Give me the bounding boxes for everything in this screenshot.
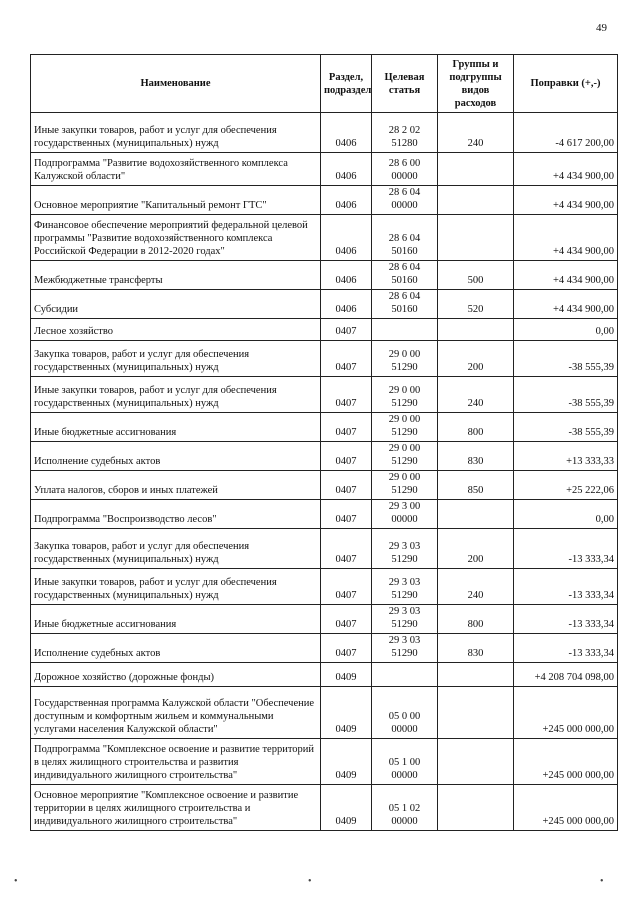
row-amount: +25 222,06 (514, 471, 618, 500)
table-row (31, 529, 618, 569)
row-group: 850 (438, 471, 514, 500)
row-target: 29 0 00 51290 (372, 341, 438, 377)
table-row (31, 290, 618, 319)
row-name: Субсидии (31, 290, 321, 319)
table-row (31, 500, 618, 529)
row-section: 0407 (321, 569, 372, 605)
row-amount: -4 617 200,00 (514, 113, 618, 153)
row-group (438, 500, 514, 529)
row-section: 0407 (321, 500, 372, 529)
row-target: 28 6 00 00000 (372, 153, 438, 186)
table-row (31, 634, 618, 663)
row-group (438, 739, 514, 785)
table-row (31, 785, 618, 831)
row-section: 0407 (321, 634, 372, 663)
row-group (438, 785, 514, 831)
row-amount: -38 555,39 (514, 341, 618, 377)
row-target: 28 6 04 50160 (372, 215, 438, 261)
row-target: 29 3 03 51290 (372, 529, 438, 569)
table-row (31, 113, 618, 153)
row-amount: -13 333,34 (514, 634, 618, 663)
table-row (31, 153, 618, 186)
row-amount: 0,00 (514, 319, 618, 341)
table-row (31, 739, 618, 785)
row-section: 0406 (321, 261, 372, 290)
row-group (438, 319, 514, 341)
row-target: 29 3 03 51290 (372, 569, 438, 605)
row-name: Иные бюджетные ассигнования (31, 413, 321, 442)
table-row (31, 341, 618, 377)
row-amount: -13 333,34 (514, 529, 618, 569)
row-group (438, 186, 514, 215)
row-target: 29 0 00 51290 (372, 471, 438, 500)
row-name: Подпрограмма "Воспроизводство лесов" (31, 500, 321, 529)
row-amount: +245 000 000,00 (514, 739, 618, 785)
table-row (31, 319, 618, 341)
row-amount: -13 333,34 (514, 605, 618, 634)
row-name: Основное мероприятие "Капитальный ремонт ГТС" (31, 186, 321, 215)
row-section: 0406 (321, 113, 372, 153)
row-section: 0407 (321, 377, 372, 413)
row-name: Лесное хозяйство (31, 319, 321, 341)
row-section: 0406 (321, 215, 372, 261)
row-name: Дорожное хозяйство (дорожные фонды) (31, 663, 321, 687)
row-target: 05 0 00 00000 (372, 687, 438, 739)
row-name: Закупка товаров, работ и услуг для обеспечения государственных (муниципальных) нужд (31, 341, 321, 377)
row-amount: +4 434 900,00 (514, 215, 618, 261)
table-row (31, 377, 618, 413)
row-name: Уплата налогов, сборов и иных платежей (31, 471, 321, 500)
row-name: Иные закупки товаров, работ и услуг для обеспечения государственных (муниципальных) нужд (31, 569, 321, 605)
header-amendments: Поправки (+,-) (514, 55, 618, 113)
table-row (31, 471, 618, 500)
row-amount: +4 208 704 098,00 (514, 663, 618, 687)
row-group: 800 (438, 605, 514, 634)
row-target: 28 2 02 51280 (372, 113, 438, 153)
row-name: Иные закупки товаров, работ и услуг для обеспечения государственных (муниципальных) нужд (31, 377, 321, 413)
budget-amendments-table (30, 54, 618, 831)
header-groups: Группы и подгруппы видов расходов (438, 55, 514, 113)
row-section: 0407 (321, 605, 372, 634)
header-section: Раздел, подраздел (321, 55, 372, 113)
row-name: Межбюджетные трансферты (31, 261, 321, 290)
row-amount: -13 333,34 (514, 569, 618, 605)
row-group: 830 (438, 442, 514, 471)
scan-mark: • (600, 876, 604, 887)
row-target: 05 1 02 00000 (372, 785, 438, 831)
row-target: 29 3 03 51290 (372, 634, 438, 663)
row-amount: +4 434 900,00 (514, 290, 618, 319)
row-name: Подпрограмма "Развитие водохозяйственного комплекса Калужской области" (31, 153, 321, 186)
row-section: 0409 (321, 687, 372, 739)
row-section: 0407 (321, 529, 372, 569)
page-number: 49 (596, 22, 607, 34)
row-name: Иные закупки товаров, работ и услуг для обеспечения государственных (муниципальных) нужд (31, 113, 321, 153)
row-target: 29 0 00 51290 (372, 377, 438, 413)
row-section: 0407 (321, 442, 372, 471)
row-name: Закупка товаров, работ и услуг для обеспечения государственных (муниципальных) нужд (31, 529, 321, 569)
row-section: 0406 (321, 153, 372, 186)
row-section: 0406 (321, 186, 372, 215)
row-group: 520 (438, 290, 514, 319)
table-row (31, 605, 618, 634)
row-group (438, 687, 514, 739)
row-amount: +4 434 900,00 (514, 186, 618, 215)
table-header-row (31, 55, 618, 113)
row-section: 0409 (321, 739, 372, 785)
row-name: Основное мероприятие "Комплексное освоение и развитие территории в целях жилищного строительства и индивидуального жилищного строительства" (31, 785, 321, 831)
row-target: 29 0 00 51290 (372, 413, 438, 442)
table-row (31, 261, 618, 290)
table-row (31, 569, 618, 605)
row-amount: +245 000 000,00 (514, 687, 618, 739)
row-group: 240 (438, 377, 514, 413)
row-section: 0407 (321, 319, 372, 341)
row-name: Финансовое обеспечение мероприятий федеральной целевой программы "Развитие водохозяйственного комплекса Российской Федерации в 2012-2020 годах" (31, 215, 321, 261)
row-amount: 0,00 (514, 500, 618, 529)
row-target: 05 1 00 00000 (372, 739, 438, 785)
row-target: 28 6 04 00000 (372, 186, 438, 215)
table-body (31, 113, 618, 831)
row-target (372, 319, 438, 341)
row-section: 0407 (321, 413, 372, 442)
row-group: 200 (438, 341, 514, 377)
row-group (438, 215, 514, 261)
header-target: Целевая статья (372, 55, 438, 113)
row-section: 0406 (321, 290, 372, 319)
row-amount: -38 555,39 (514, 413, 618, 442)
row-target: 29 3 00 00000 (372, 500, 438, 529)
row-group: 200 (438, 529, 514, 569)
row-name: Иные бюджетные ассигнования (31, 605, 321, 634)
scan-mark: • (14, 876, 18, 887)
header-name: Наименование (31, 55, 321, 113)
row-group: 800 (438, 413, 514, 442)
row-target: 28 6 04 50160 (372, 261, 438, 290)
row-name: Исполнение судебных актов (31, 634, 321, 663)
table-row (31, 186, 618, 215)
table-row (31, 687, 618, 739)
row-name: Исполнение судебных актов (31, 442, 321, 471)
row-target: 29 3 03 51290 (372, 605, 438, 634)
row-group: 240 (438, 569, 514, 605)
row-group (438, 153, 514, 186)
row-group: 500 (438, 261, 514, 290)
row-name: Государственная программа Калужской области "Обеспечение доступным и комфортным жильем и коммунальными услугами населения Калужской области" (31, 687, 321, 739)
row-group: 240 (438, 113, 514, 153)
row-amount: +13 333,33 (514, 442, 618, 471)
row-amount: -38 555,39 (514, 377, 618, 413)
row-amount: +245 000 000,00 (514, 785, 618, 831)
row-group: 830 (438, 634, 514, 663)
row-name: Подпрограмма "Комплексное освоение и развитие территорий в целях жилищного строительства и развития индивидуального жилищного строительства" (31, 739, 321, 785)
row-amount: +4 434 900,00 (514, 261, 618, 290)
table-row (31, 215, 618, 261)
row-section: 0409 (321, 785, 372, 831)
scan-mark: • (308, 876, 312, 887)
row-section: 0409 (321, 663, 372, 687)
table-row (31, 663, 618, 687)
table-row (31, 413, 618, 442)
row-section: 0407 (321, 471, 372, 500)
row-section: 0407 (321, 341, 372, 377)
row-target: 28 6 04 50160 (372, 290, 438, 319)
row-target (372, 663, 438, 687)
row-group (438, 663, 514, 687)
table-row (31, 442, 618, 471)
row-amount: +4 434 900,00 (514, 153, 618, 186)
row-target: 29 0 00 51290 (372, 442, 438, 471)
